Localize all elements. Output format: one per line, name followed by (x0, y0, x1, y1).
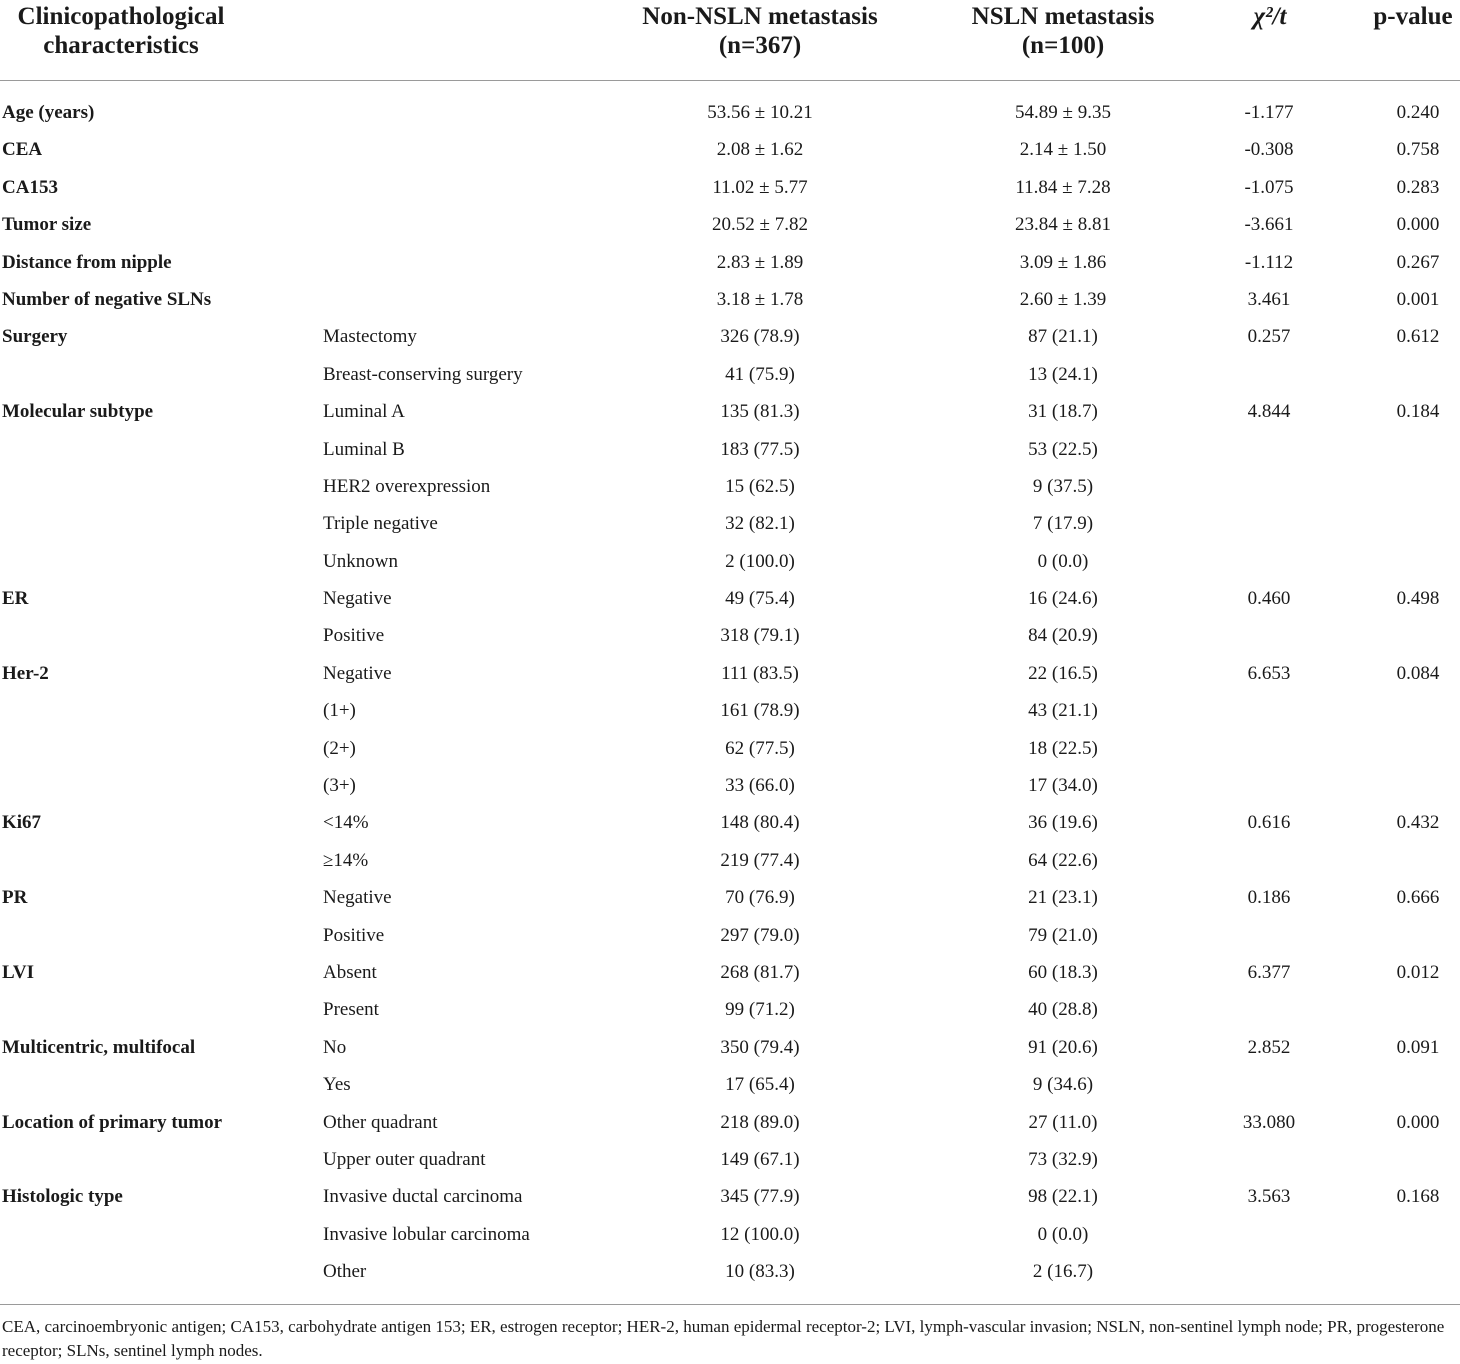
table-row (0, 543, 1460, 580)
cell-nsln: 43 (21.1) (1028, 700, 1098, 722)
cell-p-value: 0.666 (1396, 887, 1440, 909)
table-row (0, 1029, 1460, 1066)
cell-nsln: 60 (18.3) (1028, 961, 1098, 983)
table-row (0, 318, 1460, 355)
cell-nsln: 16 (24.6) (1028, 588, 1098, 610)
table-row (0, 206, 1460, 243)
cell-non-nsln: 268 (81.7) (720, 961, 800, 983)
cell-non-nsln: 41 (75.9) (725, 363, 795, 385)
cell-non-nsln: 20.52 ± 7.82 (712, 214, 808, 236)
cell-non-nsln: 2.08 ± 1.62 (716, 139, 804, 161)
cell-nsln: 22 (16.5) (1028, 662, 1098, 684)
table-row (0, 767, 1460, 804)
cell-nsln: 2 (16.7) (1032, 1261, 1094, 1283)
cell-subgroup: Mastectomy (323, 326, 417, 348)
header-p-value-label: p-value (1373, 3, 1453, 30)
cell-subgroup: Present (323, 999, 379, 1021)
cell-nsln: 23.84 ± 8.81 (1015, 214, 1111, 236)
cell-nsln: 36 (19.6) (1028, 812, 1098, 834)
cell-nsln: 9 (37.5) (1032, 475, 1094, 497)
cell-p-value: 0.612 (1396, 326, 1440, 348)
cell-characteristic: Age (years) (2, 102, 95, 123)
cell-nsln: 73 (32.9) (1028, 1148, 1098, 1170)
cell-characteristic: PR (2, 887, 28, 909)
cell-nsln: 31 (18.7) (1028, 401, 1098, 423)
cell-non-nsln: 53.56 ± 10.21 (707, 102, 813, 123)
cell-non-nsln: 3.18 ± 1.78 (716, 288, 804, 310)
cell-chi-t: -1.075 (1244, 176, 1294, 198)
cell-subgroup: Negative (323, 662, 392, 684)
cell-non-nsln: 135 (81.3) (720, 401, 800, 423)
table-row (0, 991, 1460, 1028)
cell-nsln: 21 (23.1) (1028, 887, 1098, 909)
header-p-value (1366, 2, 1460, 31)
cell-nsln: 53 (22.5) (1028, 438, 1098, 460)
cell-subgroup: Invasive ductal carcinoma (323, 1186, 523, 1208)
cell-chi-t: 2.852 (1247, 1036, 1291, 1058)
cell-subgroup: Triple negative (323, 513, 438, 535)
cell-nsln: 98 (22.1) (1028, 1186, 1098, 1208)
table-header (0, 0, 1460, 80)
cell-nsln: 0 (0.0) (1037, 550, 1089, 572)
table-footnote: CEA, carcinoembryonic antigen; CA153, carbohydrate antigen 153; ER, estrogen receptor; HER-2, human epidermal receptor-2; LVI, lymph-vascular invasion; NSLN, non-sentinel lymph node; PR, progesterone receptor; SLNs, sentinel lymph nodes. (2, 1317, 1445, 1360)
cell-nsln: 7 (17.9) (1032, 513, 1094, 535)
table-row (0, 917, 1460, 954)
table-row (0, 1253, 1460, 1290)
table-body (0, 94, 1460, 1291)
cell-non-nsln: 149 (67.1) (720, 1148, 800, 1170)
cell-chi-t: 6.653 (1247, 662, 1291, 684)
cell-nsln: 9 (34.6) (1032, 1074, 1094, 1096)
cell-subgroup: Luminal A (323, 401, 405, 423)
header-characteristics (0, 2, 242, 60)
cell-subgroup: Unknown (323, 550, 398, 572)
cell-characteristic: Distance from nipple (2, 251, 172, 273)
cell-characteristic: Location of primary tumor (2, 1111, 223, 1133)
cell-p-value: 0.000 (1396, 1111, 1440, 1133)
cell-chi-t: 6.377 (1247, 961, 1291, 983)
cell-non-nsln: 11.02 ± 5.77 (712, 176, 808, 198)
cell-subgroup: No (323, 1036, 347, 1058)
cell-nsln: 17 (34.0) (1028, 775, 1098, 797)
cell-subgroup: Negative (323, 887, 392, 909)
header-chi-t-label: χ²/t (1253, 3, 1287, 30)
cell-subgroup: Positive (323, 924, 385, 946)
cell-subgroup: Yes (323, 1074, 351, 1096)
cell-p-value: 0.267 (1396, 251, 1440, 273)
cell-nsln: 11.84 ± 7.28 (1015, 176, 1111, 198)
cell-non-nsln: 183 (77.5) (720, 438, 800, 460)
header-nsln (925, 2, 1201, 60)
cell-subgroup: Other quadrant (323, 1111, 438, 1133)
header-nsln-line2: (n=100) (1021, 32, 1105, 59)
cell-non-nsln: 32 (82.1) (725, 513, 795, 535)
table-row (0, 1104, 1460, 1141)
header-nsln-line1: NSLN metastasis (971, 3, 1155, 30)
cell-non-nsln: 2 (100.0) (725, 550, 795, 572)
cell-non-nsln: 350 (79.4) (720, 1036, 800, 1058)
table-row (0, 431, 1460, 468)
cell-non-nsln: 12 (100.0) (720, 1223, 800, 1245)
table-row (0, 879, 1460, 916)
cell-characteristic: ER (2, 588, 29, 610)
cell-chi-t: 3.461 (1247, 288, 1291, 310)
cell-p-value: 0.168 (1396, 1186, 1440, 1208)
cell-characteristic: Her-2 (2, 662, 49, 684)
header-characteristics-line2: characteristics (43, 32, 199, 59)
cell-subgroup: (1+) (323, 700, 356, 722)
cell-p-value: 0.240 (1396, 102, 1440, 123)
cell-non-nsln: 345 (77.9) (720, 1186, 800, 1208)
cell-chi-t: 3.563 (1247, 1186, 1291, 1208)
table-row (0, 356, 1460, 393)
cell-p-value: 0.001 (1396, 288, 1440, 310)
cell-subgroup: Absent (323, 961, 377, 983)
cell-nsln: 0 (0.0) (1037, 1223, 1089, 1245)
cell-nsln: 40 (28.8) (1028, 999, 1098, 1021)
table-row (0, 244, 1460, 281)
cell-subgroup: (3+) (323, 775, 356, 797)
cell-non-nsln: 2.83 ± 1.89 (716, 251, 804, 273)
table-row (0, 655, 1460, 692)
header-characteristics-line1: Clinicopathological (17, 3, 225, 30)
table-row (0, 692, 1460, 729)
cell-subgroup: Breast-conserving surgery (323, 363, 523, 385)
table-row (0, 580, 1460, 617)
cell-characteristic: Molecular subtype (2, 401, 154, 423)
cell-characteristic: CEA (2, 139, 43, 161)
cell-subgroup: Luminal B (323, 438, 405, 460)
cell-nsln: 91 (20.6) (1028, 1036, 1098, 1058)
table-row (0, 842, 1460, 879)
cell-nsln: 2.14 ± 1.50 (1019, 139, 1107, 161)
cell-non-nsln: 111 (83.5) (721, 662, 799, 684)
cell-nsln: 87 (21.1) (1028, 326, 1098, 348)
cell-non-nsln: 161 (78.9) (720, 700, 800, 722)
table-row (0, 730, 1460, 767)
table-row (0, 1178, 1460, 1215)
cell-characteristic: Histologic type (2, 1186, 123, 1208)
cell-chi-t: -1.177 (1244, 102, 1294, 123)
cell-non-nsln: 62 (77.5) (725, 737, 795, 759)
table-row (0, 1066, 1460, 1103)
cell-nsln: 27 (11.0) (1028, 1111, 1098, 1133)
cell-nsln: 84 (20.9) (1028, 625, 1098, 647)
cell-non-nsln: 70 (76.9) (725, 887, 795, 909)
cell-chi-t: -1.112 (1244, 251, 1294, 273)
table-row (0, 131, 1460, 168)
cell-chi-t: 0.460 (1247, 588, 1291, 610)
table-row (0, 804, 1460, 841)
cell-nsln: 18 (22.5) (1028, 737, 1098, 759)
header-chi-t (1230, 2, 1310, 31)
header-non-nsln (620, 2, 900, 60)
cell-characteristic: Number of negative SLNs (2, 288, 212, 310)
table-row (0, 281, 1460, 318)
cell-chi-t: 0.616 (1247, 812, 1291, 834)
header-non-nsln-line2: (n=367) (718, 32, 802, 59)
footer-divider (0, 1304, 1460, 1305)
cell-non-nsln: 49 (75.4) (725, 588, 795, 610)
cell-subgroup: <14% (323, 812, 369, 834)
cell-chi-t: 4.844 (1247, 401, 1291, 423)
cell-chi-t: -3.661 (1244, 214, 1294, 236)
cell-subgroup: Negative (323, 588, 392, 610)
table-row (0, 954, 1460, 991)
cell-p-value: 0.012 (1396, 961, 1440, 983)
cell-nsln: 79 (21.0) (1028, 924, 1098, 946)
cell-characteristic: Ki67 (2, 812, 42, 834)
header-non-nsln-line1: Non-NSLN metastasis (642, 3, 878, 30)
cell-non-nsln: 148 (80.4) (720, 812, 800, 834)
cell-subgroup: Other (323, 1261, 367, 1283)
cell-subgroup: (2+) (323, 737, 356, 759)
cell-p-value: 0.498 (1396, 588, 1440, 610)
cell-non-nsln: 10 (83.3) (725, 1261, 795, 1283)
table-row (0, 1216, 1460, 1253)
cell-non-nsln: 218 (89.0) (720, 1111, 800, 1133)
table-row (0, 169, 1460, 206)
table-row (0, 393, 1460, 430)
cell-non-nsln: 326 (78.9) (720, 326, 800, 348)
cell-subgroup: ≥14% (323, 849, 369, 871)
cell-p-value: 0.091 (1396, 1036, 1440, 1058)
cell-subgroup: HER2 overexpression (323, 475, 491, 497)
header-divider (0, 80, 1460, 81)
cell-non-nsln: 297 (79.0) (720, 924, 800, 946)
cell-chi-t: 0.257 (1247, 326, 1291, 348)
cell-chi-t: 0.186 (1247, 887, 1291, 909)
cell-p-value: 0.283 (1396, 176, 1440, 198)
cell-p-value: 0.432 (1396, 812, 1440, 834)
cell-chi-t: -0.308 (1244, 139, 1294, 161)
cell-subgroup: Upper outer quadrant (323, 1148, 486, 1170)
cell-nsln: 13 (24.1) (1028, 363, 1098, 385)
cell-subgroup: Invasive lobular carcinoma (323, 1223, 530, 1245)
cell-non-nsln: 17 (65.4) (725, 1074, 795, 1096)
cell-nsln: 3.09 ± 1.86 (1019, 251, 1107, 273)
cell-characteristic: LVI (2, 961, 35, 983)
cell-p-value: 0.000 (1396, 214, 1440, 236)
table-row (0, 94, 1460, 131)
cell-p-value: 0.184 (1396, 401, 1440, 423)
cell-non-nsln: 33 (66.0) (725, 775, 795, 797)
cell-characteristic: Surgery (2, 326, 68, 348)
cell-characteristic: Multicentric, multifocal (2, 1036, 196, 1058)
cell-non-nsln: 318 (79.1) (720, 625, 800, 647)
cell-p-value: 0.758 (1396, 139, 1440, 161)
cell-non-nsln: 15 (62.5) (725, 475, 795, 497)
cell-nsln: 64 (22.6) (1028, 849, 1098, 871)
table-row (0, 1141, 1460, 1178)
cell-characteristic: CA153 (2, 176, 58, 198)
cell-chi-t: 33.080 (1242, 1111, 1296, 1133)
cell-nsln: 54.89 ± 9.35 (1015, 102, 1111, 123)
table-row (0, 505, 1460, 542)
cell-subgroup: Positive (323, 625, 385, 647)
cell-nsln: 2.60 ± 1.39 (1019, 288, 1107, 310)
table-row (0, 468, 1460, 505)
cell-characteristic: Tumor size (2, 214, 92, 236)
cell-non-nsln: 219 (77.4) (720, 849, 800, 871)
table-row (0, 617, 1460, 654)
cell-non-nsln: 99 (71.2) (725, 999, 795, 1021)
cell-p-value: 0.084 (1396, 662, 1440, 684)
